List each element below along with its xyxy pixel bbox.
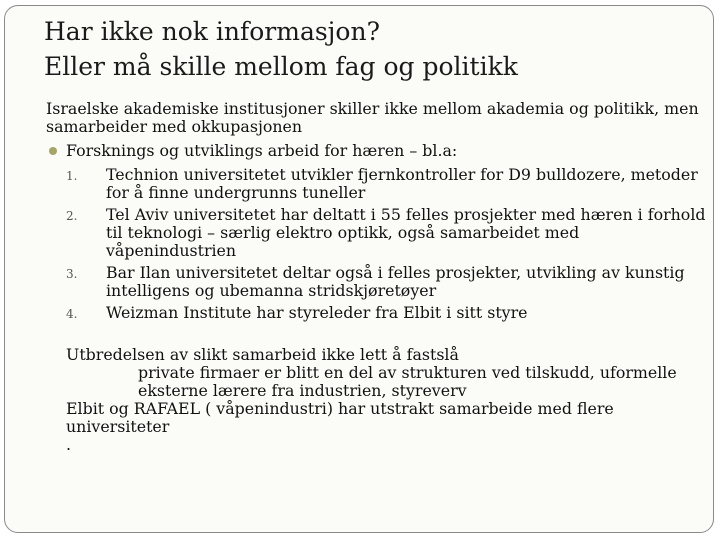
slide-body xyxy=(46,100,714,454)
summary-line-3: Elbit og RAFAEL ( våpenindustri) har utstrakt samarbeide med flere universiteter xyxy=(66,399,614,436)
list-item-text: Tel Aviv universitetet har deltatt i 55 felles prosjekter med hæren i forhold til teknologi – særlig elektro optikk, også samarbeidet med våpenindustrien xyxy=(106,205,706,260)
list-number: 2. xyxy=(66,209,78,223)
bullet-dot-icon xyxy=(49,147,57,155)
bullet-item xyxy=(46,142,714,160)
list-number: 4. xyxy=(66,307,78,321)
list-item xyxy=(46,206,714,260)
list-item-text: Bar Ilan universitetet deltar også i felles prosjekter, utvikling av kunstig intelligens og ubemanna stridskjøretøyer xyxy=(106,263,685,300)
bullet-text: Forsknings og utviklings arbeid for hæren – bl.a: xyxy=(66,141,458,160)
list-item-text: Technion universitetet utvikler fjernkontroller for D9 bulldozere, metoder for å finne undergrunns tuneller xyxy=(106,165,698,202)
intro-paragraph: Israelske akademiske institusjoner skiller ikke mellom akademia og politikk, men samarbeider med okkupasjonen xyxy=(46,99,699,136)
slide-title xyxy=(44,14,518,84)
summary-block xyxy=(46,346,714,454)
summary-line-4: . xyxy=(66,435,72,454)
numbered-list xyxy=(46,166,714,322)
list-number: 1. xyxy=(66,169,78,183)
list-number: 3. xyxy=(66,267,78,281)
list-item-text: Weizman Institute har styreleder fra Elbit i sitt styre xyxy=(106,303,528,322)
list-item xyxy=(46,166,714,202)
title-line-2: Eller må skille mellom fag og politikk xyxy=(44,52,518,81)
list-item xyxy=(46,304,714,322)
summary-line-1: Utbredelsen av slikt samarbeid ikke lett å fastslå xyxy=(66,345,459,364)
list-item xyxy=(46,264,714,300)
summary-line-2: private firmaer er blitt en del av strukturen ved tilskudd, uformelle eksterne lærere fra industrien, styreverv xyxy=(138,363,677,400)
title-line-1: Har ikke nok informasjon? xyxy=(44,17,380,46)
